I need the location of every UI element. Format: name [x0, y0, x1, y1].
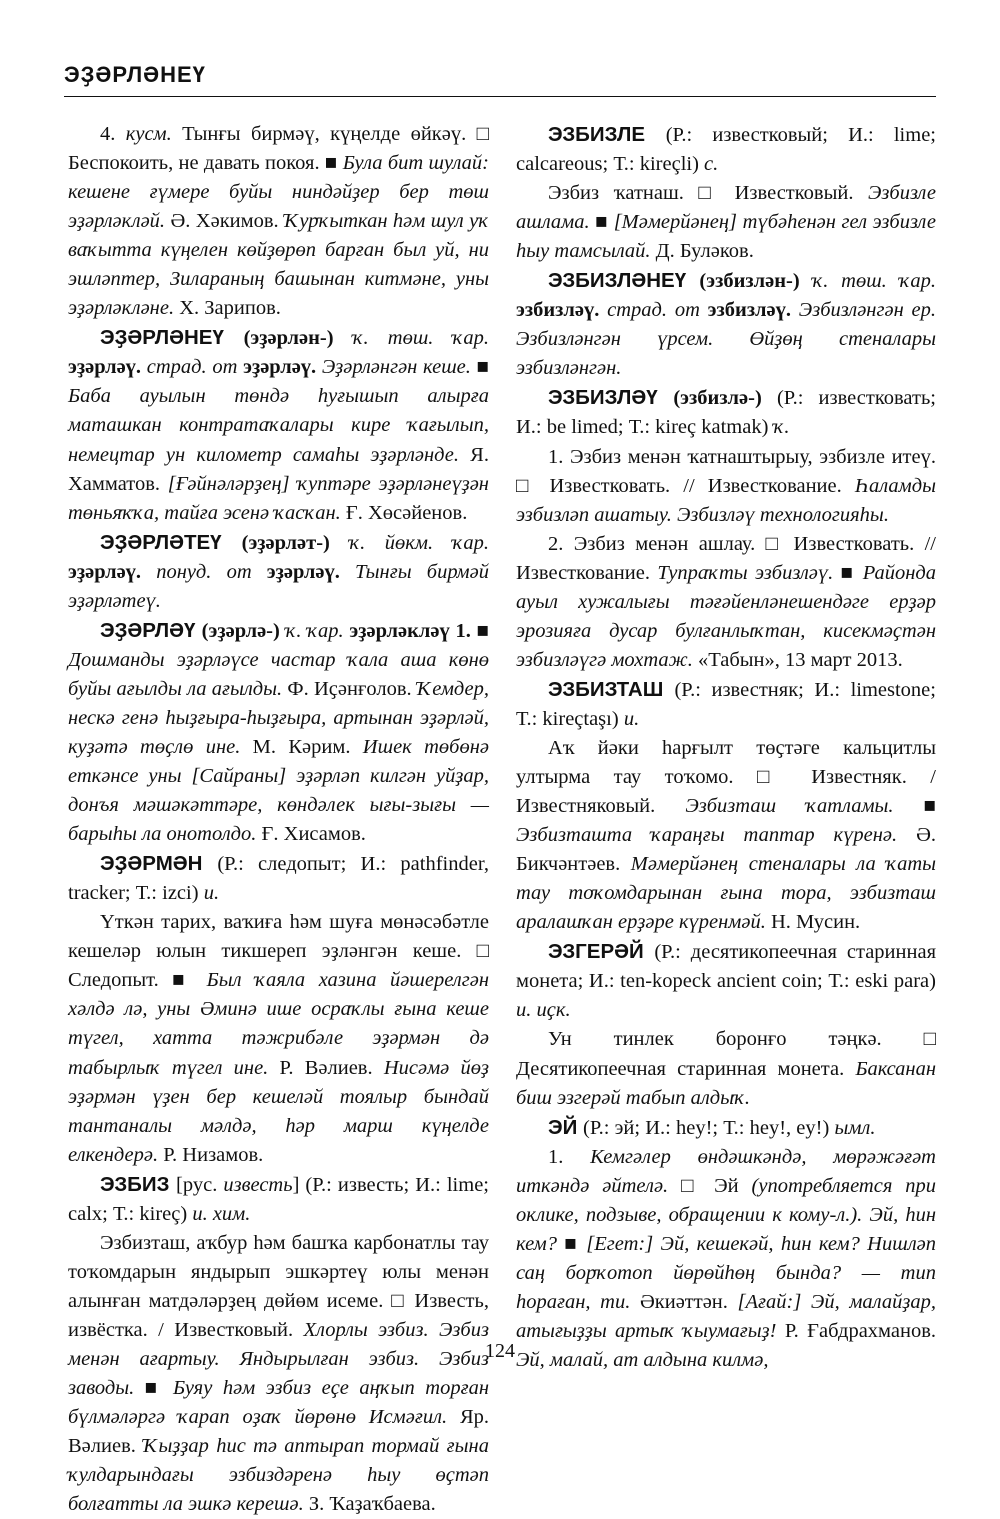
entry-text: Эзбиз ҡатнаш. □ Известковый.	[548, 182, 868, 205]
entry-text: Районда ауыл хужалығы тәғәйенләнешендәге ерҙәр эрозияға дусар булғанлыҡтан, кисекмәҫтән эзбизләүгә мохтаж.	[516, 561, 937, 671]
entry-text: Мәмерйәнең стеналары ла ҡаты тау тоҡомдарынан ғына тора, эзбизташ аралашҡан ерҙәре күренмәй.	[516, 853, 937, 934]
entry-text: эҙәрләү.	[68, 560, 142, 583]
headword: ЭЗБИЗЛӘҮ	[548, 386, 674, 410]
entry-text: Эҙәрләнгән кеше.	[316, 356, 471, 379]
entry-text: Эзбизташ ҡатламы.	[685, 795, 894, 818]
right-column	[516, 120, 936, 1375]
entry-text: [Ғәйнәләрҙең] ҡуптәре эҙәрләнеүҙән төньяҡҡа, тайға эсенә ҡасҡан.	[68, 472, 489, 524]
page-number: 124	[485, 1340, 515, 1362]
entry-text: [рус.	[176, 1173, 224, 1196]
entry-text: М. Кәрим.	[240, 735, 363, 758]
entry-text: Эзбизташта ҡараңғы таптар күренә.	[516, 824, 898, 847]
entry-text: Эзбизле ашлама.	[516, 182, 936, 234]
entry-text: и. хим.	[192, 1202, 251, 1225]
entry-text: (эзбизлән-)	[699, 270, 813, 293]
entry-text: ҡ. төш. ҡар.	[352, 327, 489, 350]
entry-text: (эҙәрлә-)	[201, 619, 286, 642]
dictionary-entry-paragraph	[516, 530, 936, 675]
dictionary-entry-paragraph	[516, 1113, 936, 1143]
entry-text: Аҡ йәки һарғылт төҫтәге кальцитлы ултырма тау тоҡомо. □ Известняк. / Известняковый.	[516, 736, 936, 818]
entry-text: Ғ. Хөсәйенов.	[340, 501, 468, 524]
entry-text: Х. Зарипов.	[174, 297, 281, 320]
entry-text: Н. Мусин.	[765, 911, 861, 934]
headword: ЭЗГЕРӘЙ	[548, 940, 655, 964]
headword: ЭҘӘРЛӘТЕҮ	[100, 530, 242, 554]
headword: ЭЗБИЗЛЕ	[548, 123, 666, 146]
headword: ЭҘӘРМӘН	[100, 852, 218, 876]
entry-text: ҡ. йөкм. ҡар.	[349, 531, 489, 554]
entry-text: страд. от	[599, 299, 708, 322]
entry-text: Ҡыҙҙар һис тә аптырап тормай ғына ҡулдарындағы эзбиздәренә һыу өҫтәп болғатты ла эшкә керешә.	[68, 1435, 489, 1516]
entry-text: Эзбизташ, аҡбур һәм башҡа карбонатлы тау тоҡомдарын яндырып эшкәртеү юлы менән алынған матдәләрҙең дөйөм исеме. □ Известь, извёстка. / Известковый.	[68, 1231, 489, 1341]
entry-text: Тынғы бирмәй эҙәрләтеү.	[68, 560, 489, 612]
dictionary-entry-paragraph	[68, 1170, 489, 1229]
entry-text: Ә. Бикчәнтәев.	[516, 824, 936, 876]
dictionary-entry-paragraph	[68, 616, 489, 849]
entry-text: и.	[203, 882, 220, 905]
entry-text: 4.	[100, 123, 126, 145]
entry-text: ымл.	[834, 1116, 876, 1139]
entry-text: Һаламды эзбизләп ашатыу. Эзбизләү технологияһы.	[516, 474, 936, 526]
entry-text: Д. Буләков.	[650, 240, 754, 263]
entry-text: Кемгәлер өндәшкәндә, мөрәжәғәт иткәндә әйтелә.	[516, 1145, 936, 1197]
entry-text: (Р.: известковый; И.: lime; calcareous; Т.: kireçli)	[516, 124, 936, 176]
entry-text: эзбизләү.	[516, 299, 600, 322]
entry-text: Ә. Хәкимов.	[165, 210, 285, 233]
entry-text: Әкиәттән.	[630, 1290, 738, 1313]
dictionary-entry-paragraph	[516, 1025, 936, 1112]
entry-text: [Мәмерйәнең] түбәһенән гел эзбизле һыу тамсылай.	[516, 211, 936, 263]
entry-text: З. Ҡаҙаҡбаева.	[303, 1493, 436, 1516]
entry-text: Хлорлы эзбиз. Эзбиз менән ағартыу. Яндырылған эзбиз. Эзбиз заводы.	[68, 1318, 489, 1400]
headword: ЭҘӘРЛӘНЕҮ	[100, 326, 244, 350]
entry-text: Нисәмә йөҙ эҙәрмән үҙен бер кешеләй тоялыр бындай тантаналы мәлдә, һәр марш күңелде елкендерә.	[68, 1056, 490, 1166]
entry-text: (Р.: эй; И.: hey!; Т.: hey!, ey!)	[583, 1116, 835, 1139]
entry-text: Ун тинлек боронғо тәңкә. □ Десятикопеечная старинная монета.	[516, 1028, 936, 1080]
dictionary-entry-paragraph	[516, 443, 936, 530]
entry-text: эҙәрләү.	[243, 356, 317, 379]
entry-text: 2. Эзбиз менән ашлау. □ Известковать. // Известкование.	[516, 532, 936, 584]
entry-text: ҡ. ҡар.	[285, 619, 350, 642]
entry-text: Эзбизләнгән ер. Эзбизләнгән үрсем. Өйҙөң стеналары эзбизләнгән.	[516, 299, 936, 380]
running-head: ЭҘӘРЛӘНЕҮ	[64, 62, 206, 87]
entry-text: Яр. Вәлиев.	[68, 1406, 489, 1458]
entry-text: Р. Ғабдрахманов.	[776, 1319, 936, 1342]
entry-text: (эҙәрләт-)	[241, 531, 350, 554]
entry-text: ■	[893, 795, 937, 818]
entry-text: Үткән тарих, ваҡиға һәм шуға мөнәсәбәтле кешеләр юлын тикшереп эҙләнгән кеше. □ Следопыт. ■	[68, 911, 489, 992]
entry-text: (Р.: известняк; И.: limestone; Т.: kireçtaşı)	[516, 678, 936, 730]
entry-text: Баба ауылын төндә һуғышып алырға маташкан контратаҡалары кире ҡағылып, немецтар ун километр самаһы эҙәрләнде.	[68, 385, 489, 466]
entry-text: Был ҡаяла хазина йәшерелгән хәлдә лә, уны Әминә ише осраҡлы ғына кеше түгел, хатта тәжрибәле эҙәрмән дә табырлыҡ түгел ине.	[68, 969, 489, 1079]
entry-text: ■	[134, 1377, 174, 1400]
headword: ЭЗБИЗЛӘНЕҮ	[548, 269, 700, 293]
entry-text: Тынғы бирмәү, күңелде өйкәү. □ Беспокоить, не давать покоя. ■	[68, 123, 489, 175]
headword: ЭЙ	[548, 1115, 584, 1139]
entry-text: Эй, малай, ат алдына килмә,	[516, 1348, 769, 1371]
entry-text: Тупраҡты эзбизләү.	[657, 561, 834, 584]
dictionary-entry-paragraph	[68, 908, 489, 1169]
entry-text: эҙәрләкләү	[349, 619, 450, 642]
entry-text: и.	[623, 707, 640, 730]
entry-text: Ҡемдер, нескә генә һыҙғыра-һыҙғыра, артынан эҙәрләй, куҙәтә төҫлө ине.	[68, 677, 489, 758]
dictionary-entry-paragraph	[516, 675, 936, 734]
entry-text: (Р.: десятикопеечная старинная монета; И.: ten-kopeck ancient coin; Т.: eski para)	[516, 941, 936, 993]
entry-text: (эҙәрлән-)	[243, 327, 353, 350]
entry-text: ■	[470, 619, 490, 642]
entry-text: Дошманды эҙәрләүсе частар ҡала аша көнө буйы ағылды ла ағылды.	[68, 648, 489, 700]
dictionary-entry-paragraph	[516, 937, 936, 1025]
entry-text: (Р.: следопыт; И.: pathfinder, tracker; Т.: izci)	[68, 853, 489, 905]
entry-text: 1.	[455, 619, 471, 642]
entry-text: кусм.	[125, 123, 172, 145]
entry-text: и. иҫк.	[516, 999, 571, 1022]
dictionary-entry-paragraph	[68, 323, 489, 527]
entry-text: Баксанан биш эзгерәй табып алдыҡ.	[516, 1057, 936, 1109]
entry-text: [Егет:] Эй, кешекәй, һин кем? Нишләп саң борҡотоп йөрөйһөң бында? — тип һораған, ти.	[516, 1232, 936, 1313]
entry-text: ■	[589, 211, 614, 234]
dictionary-entry-paragraph	[516, 734, 936, 937]
headword: ЭЗБИЗТАШ	[548, 677, 675, 701]
entry-text: понуд. от	[141, 560, 267, 583]
entry-text: ■	[833, 561, 863, 584]
entry-text: Ҡурҡыткан һәм шул уҡ ваҡытта күңелен көйҙөрөп барған был уй, ни эшләптер, Зилараның башынан китмәне, уны эҙәрләкләне.	[68, 210, 490, 320]
entry-text: 1.	[548, 1145, 591, 1168]
dictionary-entry-paragraph	[516, 120, 936, 179]
entry-text: известь	[223, 1173, 293, 1196]
entry-text: Р. Вәлиев.	[268, 1056, 384, 1079]
entry-text: Я. Хамматов.	[68, 443, 489, 495]
entry-text: «Табын», 13 март 2013.	[692, 648, 903, 671]
header-rule	[64, 96, 936, 97]
entry-text: Р. Низамов.	[158, 1143, 264, 1166]
entry-text: Ишек төбөнә еткәнсе уны [Сайраны] эҙәрләп килгән уйҙар, донъя мәшәкәттәре, көндәлек ығы-зығы — барыһы ла онотолдо.	[68, 735, 489, 846]
headword: ЭЗБИЗ	[100, 1172, 177, 1196]
entry-text: Буяу һәм эзбиз еҫе аңҡып торған бүлмәләргә ҡарап оҙаҡ йөрөнө Исмәғил.	[68, 1377, 489, 1429]
entry-text: (Р.: известковать; И.: be limed; Т.: kireç katmak)	[516, 387, 936, 439]
dictionary-entry-paragraph	[68, 120, 489, 323]
entry-text: ] (Р.: известь; И.: lime; calx; Т.: kireç)	[68, 1173, 489, 1225]
entry-text: ■	[557, 1232, 587, 1255]
entry-text: [Ағай:] Эй, малайҙар, атығыҙҙы артыҡ ҡыумағыҙ!	[516, 1290, 936, 1342]
entry-text: ҡ. төш. ҡар.	[812, 270, 936, 293]
dictionary-entry-paragraph	[516, 266, 936, 383]
entry-text: эҙәрләү.	[68, 356, 142, 379]
dictionary-entry-paragraph	[68, 1229, 489, 1519]
left-column	[68, 120, 489, 1519]
entry-text: страд. от	[141, 356, 244, 379]
dictionary-entry-paragraph	[516, 179, 936, 266]
entry-text: (эзбизлә-)	[673, 387, 777, 410]
entry-text: □ Эй	[668, 1174, 752, 1197]
headword: ЭҘӘРЛӘҮ	[100, 618, 202, 642]
entry-text: ҡ.	[773, 416, 790, 439]
entry-text: Ғ. Хисамов.	[256, 823, 366, 846]
dictionary-entry-paragraph	[68, 528, 489, 616]
entry-text: эзбизләү.	[707, 299, 792, 322]
entry-text: ■	[470, 356, 490, 379]
dictionary-entry-paragraph	[68, 849, 489, 908]
entry-text: 1. Эзбиз менән ҡатнаштырыу, эзбизле итеү. □ Известковать. // Известкование.	[516, 445, 936, 497]
entry-text: эҙәрләү.	[266, 560, 340, 583]
entry-text: с.	[704, 153, 719, 176]
entry-text: Ф. Иҫәнғолов.	[282, 677, 417, 700]
dictionary-entry-paragraph	[516, 383, 936, 442]
entry-text: Була бит шулай: кешене ғүмере буйы ниндәйҙер бер төш эҙәрләкләй.	[68, 152, 490, 233]
entry-text: (употребляется при оклике, подзыве, обращении к кому-л.). Эй, һин кем?	[516, 1174, 936, 1255]
